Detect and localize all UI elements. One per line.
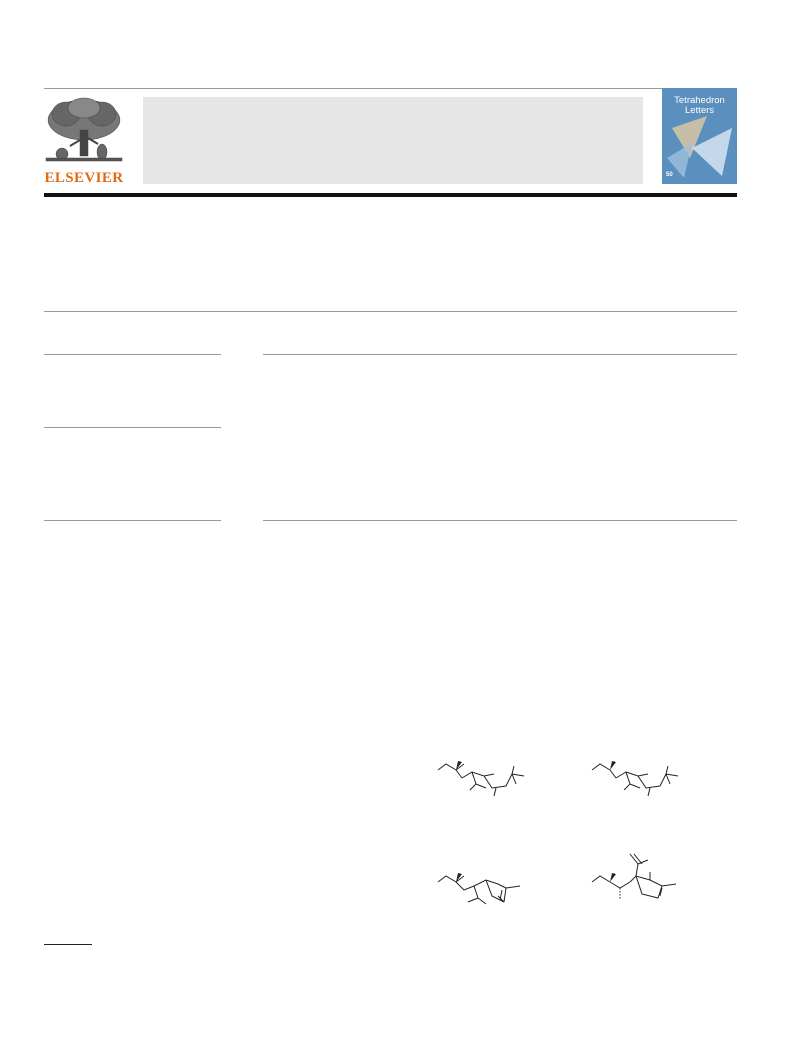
- footnote-rule: [44, 944, 92, 945]
- abstract-bottom-rule: [263, 520, 737, 521]
- title-block-rule: [44, 311, 737, 312]
- keywords-rule: [44, 427, 221, 428]
- abstract-top-rule: [263, 354, 737, 355]
- elsevier-logo: [44, 96, 124, 186]
- chemical-structure-3: [436, 868, 532, 912]
- chemical-structure-4: [590, 850, 690, 912]
- article-info-top-rule: [44, 354, 221, 355]
- chemical-structure-2: [590, 758, 686, 802]
- masthead-band: [143, 97, 643, 184]
- tree-emblem-icon: [44, 96, 124, 166]
- cover-title-line2: Letters: [684, 105, 715, 116]
- publisher-name: ELSEVIER: [44, 170, 124, 186]
- header-thick-rule: [44, 193, 737, 197]
- cover-badge: 50: [666, 172, 673, 178]
- header-top-rule: [44, 88, 737, 89]
- article-info-bottom-rule: [44, 520, 221, 521]
- chemical-structure-1: [436, 758, 532, 802]
- journal-cover: [662, 88, 737, 184]
- cover-title-line1: Tetrahedron: [674, 95, 725, 106]
